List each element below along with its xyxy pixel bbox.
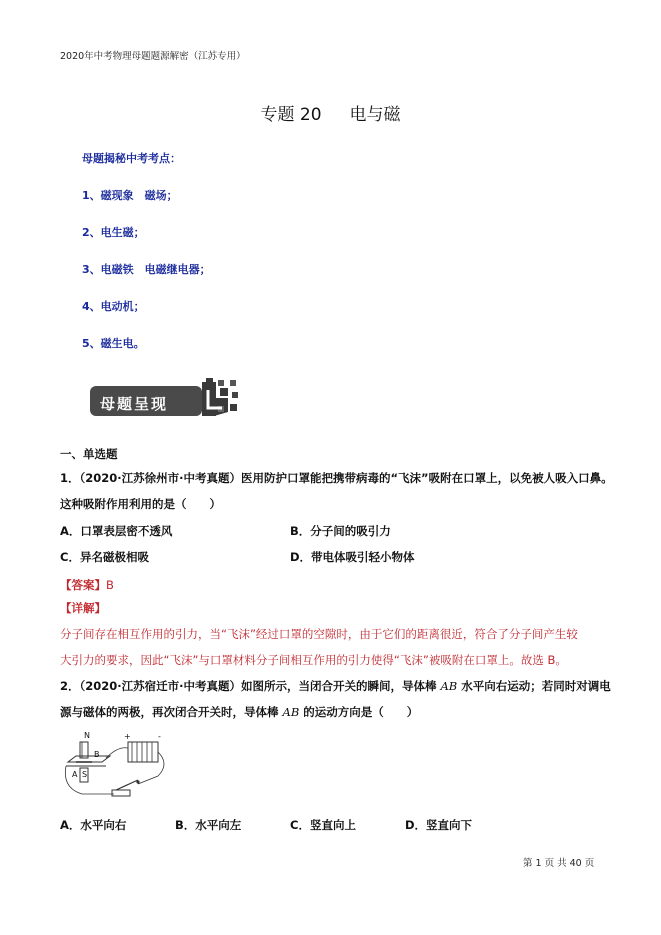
- conductor-ab: AB: [440, 679, 458, 693]
- option-c: C．异名磁极相吸: [60, 550, 149, 564]
- option-c: C．竖直向上: [290, 818, 356, 832]
- question-2-text: 的运动方向是（ ）: [299, 705, 419, 719]
- title-topic-number: 专题 20: [260, 105, 322, 125]
- page-title: [0, 100, 661, 125]
- label-b: B: [94, 750, 100, 759]
- conductor-ab: AB: [282, 705, 300, 719]
- outline-item: 2、电生磁；: [82, 226, 145, 239]
- outline-item: 5、磁生电。: [82, 337, 145, 350]
- question-1-line-1: 1．（2020·江苏徐州市·中考真题）医用防护口罩能把携带病毒的“飞沫”吸附在口罩上，以免被人吸入口鼻。: [60, 471, 613, 485]
- label-plus: +: [124, 732, 131, 741]
- outline-item: 4、电动机；: [82, 300, 145, 313]
- option-d: D．带电体吸引轻小物体: [290, 550, 415, 564]
- question-2-line-2: [60, 704, 418, 720]
- question-2-line-1: [60, 678, 611, 694]
- option-a: A．水平向右: [60, 818, 127, 832]
- explanation-label: 【详解】: [60, 601, 106, 615]
- page-number: 第 1 页 共 40 页: [523, 858, 595, 869]
- title-topic-name: 电与磁: [349, 105, 401, 125]
- explanation-line-2: 大引力的要求，因此“飞沫”与口罩材料分子间相互作用的引力使得“飞沫”被吸附在口罩上。故选 B。: [60, 653, 567, 667]
- label-minus: -: [158, 732, 161, 741]
- outline-heading: 母题揭秘中考考点：: [82, 152, 181, 165]
- running-header: 2020年中考物理母题题源解密（江苏专用）: [60, 51, 246, 62]
- section-heading: 一、单选题: [60, 447, 118, 461]
- question-2-text: 水平向右运动；若同时对调电: [457, 679, 611, 693]
- banner-text: 母题呈现: [100, 395, 169, 413]
- label-a: A: [72, 770, 78, 779]
- outline-item: 1、磁现象 磁场；: [82, 189, 178, 202]
- option-a: A．口罩表层密不透风: [60, 524, 173, 538]
- question-2-text: 2．（2020·江苏宿迁市·中考真题）如图所示，当闭合开关的瞬间，导体棒: [60, 679, 441, 693]
- question-1-line-2: 这种吸附作用利用的是（ ）: [60, 497, 221, 511]
- answer-line: [60, 574, 114, 593]
- label-s: S: [82, 770, 88, 779]
- option-b: B．分子间的吸引力: [290, 524, 391, 538]
- explanation-line-1: 分子间存在相互作用的引力，当“飞沫”经过口罩的空隙时，由于它们的距离很近，符合了分子间产生较: [60, 627, 578, 641]
- answer-label: 【答案】: [60, 578, 106, 592]
- section-banner: [90, 376, 242, 420]
- option-b: B．水平向左: [175, 818, 242, 832]
- answer-value: B: [106, 578, 114, 592]
- label-n: N: [84, 731, 90, 740]
- circuit-figure: [62, 732, 172, 804]
- question-2-text: 源与磁体的两极，再次闭合开关时，导体棒: [60, 705, 283, 719]
- circuit-diagram: [62, 732, 172, 804]
- outline-item: 3、电磁铁 电磁继电器；: [82, 263, 211, 276]
- option-d: D．竖直向下: [405, 818, 473, 832]
